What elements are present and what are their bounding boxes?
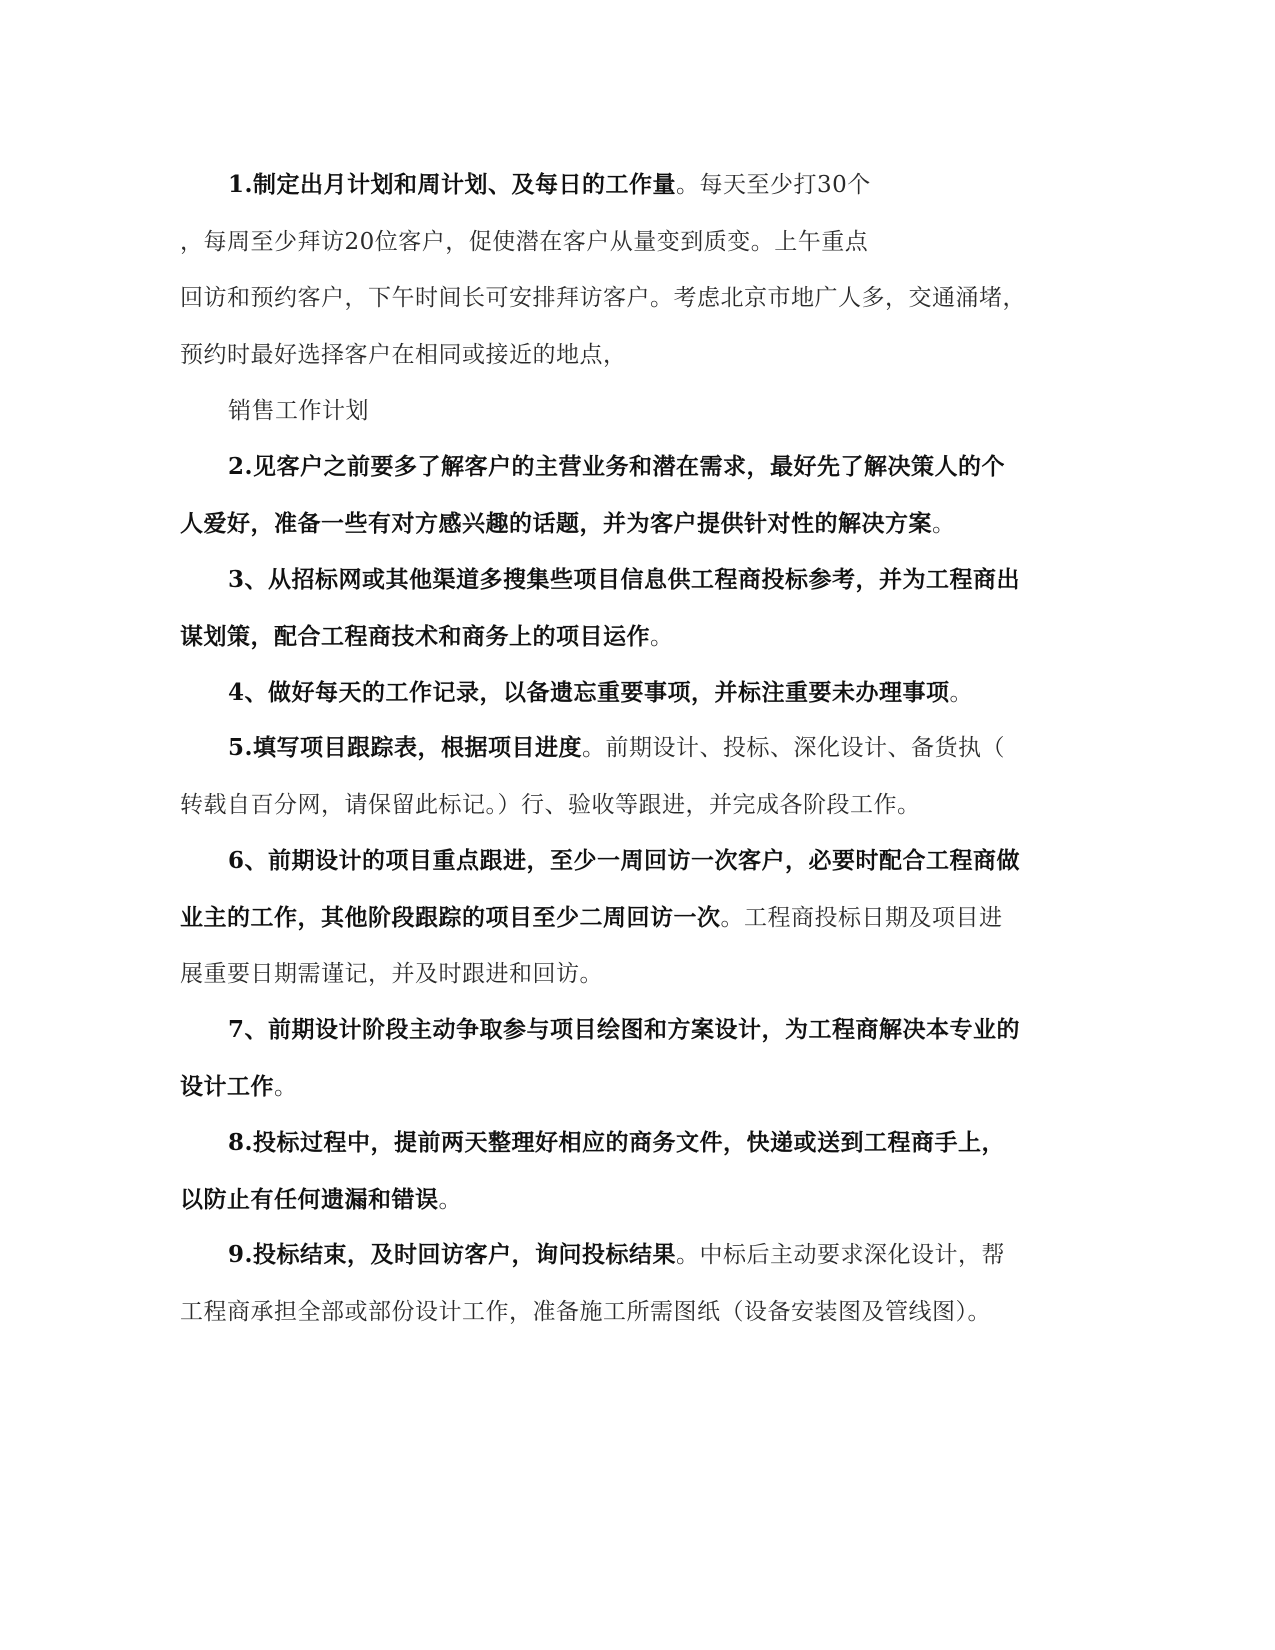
text-line <box>228 733 1005 763</box>
text-line <box>180 283 1026 313</box>
bold-text-segment: 5.填写项目跟踪表，根据项目进度 <box>228 734 583 761</box>
text-segment: 。 <box>949 680 974 706</box>
text-line <box>180 622 674 652</box>
text-line <box>228 1240 1005 1270</box>
text-segment: 预约时最好选择客户在相同或接近的地点， <box>180 341 627 368</box>
text-line <box>180 1297 991 1327</box>
bold-text-segment: 9.投标结束，及时回访客户，询问投标结果 <box>228 1241 677 1268</box>
bold-text-segment: 6、前期设计的项目重点跟进，至少一周回访一次客户，必要时配合工程商做 <box>228 847 1021 874</box>
text-line <box>180 1185 462 1215</box>
text-line <box>228 846 1020 876</box>
text-segment: 。 <box>932 510 956 537</box>
text-segment: 展重要日期需谨记，并及时跟进和回访。 <box>180 961 603 987</box>
text-line <box>228 565 1020 595</box>
bold-text-segment: 以防止有任何遗漏和错误 <box>180 1185 439 1213</box>
bold-text-segment: 谋划策，配合工程商技术和商务上的项目运作 <box>180 622 650 650</box>
text-line <box>180 227 868 257</box>
text-segment: 。 <box>438 1186 462 1213</box>
text-segment: 销售工作计划 <box>228 398 369 424</box>
bold-text-segment: 7、前期设计阶段主动争取参与项目绘图和方案设计，为工程商解决本专业的 <box>228 1016 1021 1043</box>
text-line <box>228 678 973 708</box>
text-line <box>180 959 603 989</box>
text-line <box>180 903 1003 933</box>
text-segment: 转载自百分网，请保留此标记。）行、验收等跟进，并完成各阶段工作。 <box>180 791 921 818</box>
text-line <box>180 790 921 820</box>
bold-text-segment: 2.见客户之前要多了解客户的主营业务和潜在需求，最好先了解决策人的个 <box>228 453 1006 480</box>
bold-text-segment: 设计工作 <box>180 1072 274 1100</box>
text-segment: 工程商承担全部或部份设计工作，准备施工所需图纸（设备安装图及管线图）。 <box>180 1298 991 1325</box>
text-segment: 。中标后主动要求深化设计，帮 <box>676 1242 1006 1268</box>
text-segment: 。 <box>650 623 674 650</box>
text-segment: 。前期设计、投标、深化设计、备货执（ <box>582 735 1006 761</box>
bold-text-segment: 3、从招标网或其他渠道多搜集些项目信息供工程商投标参考，并为工程商出 <box>228 566 1021 593</box>
text-line <box>228 1015 1020 1045</box>
text-segment: 。 <box>274 1073 298 1100</box>
text-segment: ，每周至少拜访20位客户，促使潜在客户从量变到质变。上午重点 <box>180 228 869 255</box>
bold-text-segment: 人爱好，准备一些有对方感兴趣的话题，并为客户提供针对性的解决方案 <box>180 509 932 537</box>
text-segment: 回访和预约客户，下午时间长可安排拜访客户。考虑北京市地广人多，交通涌堵， <box>180 285 1026 311</box>
text-segment: 。每天至少打30个 <box>676 172 871 198</box>
bold-text-segment: 1.制定出月计划和周计划、及每日的工作量 <box>228 171 677 198</box>
text-segment: 。工程商投标日期及项目进 <box>720 904 1003 931</box>
text-line <box>180 509 956 539</box>
text-line <box>228 396 369 426</box>
text-line <box>228 1128 1005 1158</box>
text-line <box>180 1072 298 1102</box>
bold-text-segment: 4、做好每天的工作记录，以备遗忘重要事项，并标注重要未办理事项 <box>228 679 950 706</box>
bold-text-segment: 业主的工作，其他阶段跟踪的项目至少二周回访一次 <box>180 903 721 931</box>
text-line <box>228 452 1005 482</box>
bold-text-segment: 8.投标过程中，提前两天整理好相应的商务文件，快递或送到工程商手上， <box>228 1129 1006 1156</box>
text-line <box>180 340 627 370</box>
text-line <box>228 170 871 200</box>
